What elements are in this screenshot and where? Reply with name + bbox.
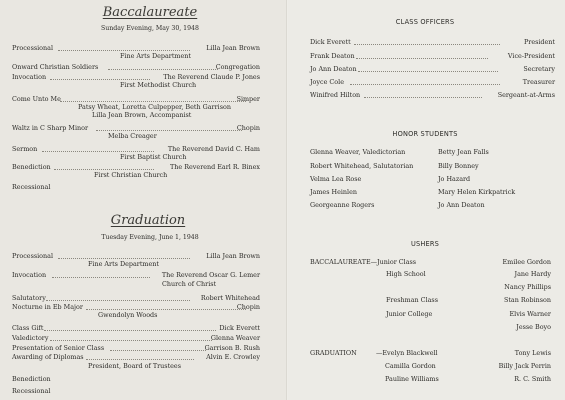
usher-group-label: BACCALAUREATE—Junior Class <box>310 258 417 266</box>
leader-dots <box>364 95 482 98</box>
officer-name: Jo Ann Deaton <box>310 65 357 73</box>
program-item-label: Class Gift <box>12 324 44 332</box>
program-item-label: Processional <box>12 44 53 52</box>
leader-dots <box>58 256 190 259</box>
class-officers-heading: CLASS OFFICERS <box>395 18 455 26</box>
leader-dots <box>110 348 206 351</box>
program-item-label: Processional <box>12 252 53 260</box>
program-item-performer: The Reverend Claude P. Jones <box>163 73 260 81</box>
officer-role: President <box>523 38 555 46</box>
program-item-note: President, Board of Trustees <box>88 362 181 370</box>
program-item-performer: Glenna Weaver <box>210 334 260 342</box>
usher-name: Nancy Phillips <box>504 283 551 291</box>
officer-name: Frank Deaton <box>310 52 355 60</box>
honor-student: Mary Helen Kirkpatrick <box>438 188 516 196</box>
right-page <box>288 0 565 400</box>
program-item-note: First Methodist Church <box>120 81 197 89</box>
leader-dots <box>44 328 216 331</box>
program-item-performer: The Reverend David C. Ham <box>167 145 260 153</box>
leader-dots <box>54 167 154 170</box>
leader-dots <box>358 69 498 72</box>
officer-name: Dick Everett <box>310 38 351 46</box>
leader-dots <box>50 338 212 341</box>
leader-dots <box>356 56 488 59</box>
usher-group-label: GRADUATION <box>310 349 357 357</box>
leader-dots <box>96 128 242 131</box>
program-item-note: Melba Creager <box>108 132 157 140</box>
usher-group-label: Junior College <box>386 310 433 318</box>
honor-student: Robert Whitehead, Salutatorian <box>310 162 414 170</box>
program-item-label: Nocturne in Eb Major <box>12 303 83 311</box>
usher-name: R. C. Smith <box>514 375 551 383</box>
honor-student: Jo Ann Deaton <box>438 201 485 209</box>
officer-role: Secretary <box>523 65 555 73</box>
program-item-label: Invocation <box>12 73 47 81</box>
officer-role: Treasurer <box>522 78 555 86</box>
program-item-note: First Baptist Church <box>120 153 187 161</box>
program-item-performer: Garrison B. Rush <box>204 344 260 352</box>
program-item-label: Recessional <box>12 183 51 191</box>
program-item-label: Valedictory <box>12 334 49 342</box>
program-item-note: Patsy Wheat, Loretta Culpepper, Beth Garrison <box>78 103 231 111</box>
program-item-note: Church of Christ <box>162 280 217 288</box>
usher-group-label: Freshman Class <box>386 296 438 304</box>
honor-student: James Heinlen <box>310 188 357 196</box>
officer-name: Winifred Hilton <box>310 91 361 99</box>
honor-student: Betty Jean Falls <box>438 148 489 156</box>
program-item-note: Lilla Jean Brown, Accompanist <box>92 111 192 119</box>
program-item-performer: Congregation <box>215 63 260 71</box>
honor-student: Glenna Weaver, Valedictorian <box>310 148 406 156</box>
program-item-label: Recessional <box>12 387 51 395</box>
honor-student: Velma Lea Rose <box>310 175 362 183</box>
usher-name: Jane Hardy <box>514 270 551 278</box>
honor-student: Georgeanne Rogers <box>310 201 375 209</box>
leader-dots <box>86 307 246 310</box>
program-item-note: First Christian Church <box>94 171 168 179</box>
leader-dots <box>60 99 246 102</box>
leader-dots <box>354 42 500 45</box>
officer-role: Vice-President <box>507 52 555 60</box>
leader-dots <box>46 298 190 301</box>
usher-name: Pauline Williams <box>385 375 439 383</box>
usher-name: Stan Robinson <box>503 296 551 304</box>
program-item-label: Waltz in C Sharp Minor <box>12 124 89 132</box>
usher-name: Elvis Warner <box>509 310 551 318</box>
usher-name: Emilee Gordon <box>502 258 551 266</box>
honor-student: Jo Hazard <box>438 175 471 183</box>
leader-dots <box>108 67 218 70</box>
leader-dots <box>52 275 150 278</box>
program-item-label: Salutatory <box>12 294 46 302</box>
usher-name: Jesse Boyo <box>516 323 551 331</box>
usher-group-label: High School <box>386 270 426 278</box>
usher-name: Tony Lewis <box>514 349 551 357</box>
program-item-note: Gwendolyn Woods <box>98 311 158 319</box>
leader-dots <box>50 77 150 80</box>
program-item-performer: The Reverend Earl R. Binex <box>170 163 260 171</box>
graduation-date: Tuesday Evening, June 1, 1948 <box>101 234 199 241</box>
program-item-label: Presentation of Senior Class <box>12 344 105 352</box>
program-item-label: Awarding of Diplomas <box>12 353 84 361</box>
officer-name: Joyce Cole <box>310 78 344 86</box>
program-item-performer: Robert Whitehead <box>200 294 260 302</box>
leader-dots <box>58 48 190 51</box>
leader-dots <box>86 357 194 360</box>
program-item-performer: Lilla Jean Brown <box>206 44 260 52</box>
honor-students-heading: HONOR STUDENTS <box>392 130 458 138</box>
program-item-label: Invocation <box>12 271 47 279</box>
program-item-note: Fine Arts Department <box>88 260 159 268</box>
program-item-performer: Dick Everett <box>219 324 260 332</box>
honor-student: Billy Bonney <box>438 162 479 170</box>
baccalaureate-title: Baccalaureate <box>102 5 198 20</box>
program-item-label: Benediction <box>12 163 51 171</box>
leader-dots <box>42 149 154 152</box>
program-item-label: Onward Christian Soldiers <box>12 63 99 71</box>
program-item-note: Fine Arts Department <box>120 52 191 60</box>
baccalaureate-date: Sunday Evening, May 30, 1948 <box>101 25 199 32</box>
program-item-performer: Chopin <box>236 303 260 311</box>
ushers-heading: USHERS <box>410 240 440 248</box>
program-item-performer: Alvin E. Crowley <box>206 353 260 361</box>
program-item-label: Come Unto Me <box>12 95 61 103</box>
program-item-label: Benediction <box>12 375 51 383</box>
usher-name: —Evelyn Blackwell <box>376 349 438 357</box>
program-item-performer: The Reverend Oscar G. Lemer <box>161 271 260 279</box>
program-item-performer: Lilla Jean Brown <box>206 252 260 260</box>
program-item-label: Sermon <box>12 145 38 153</box>
leader-dots <box>350 82 500 85</box>
usher-name: Billy Jack Perrin <box>498 362 551 370</box>
usher-name: Camilla Gordon <box>385 362 436 370</box>
program-item-performer: Simper <box>236 95 260 103</box>
officer-role: Sergeant-at-Arms <box>497 91 555 99</box>
program-item-performer: Chopin <box>236 124 260 132</box>
graduation-title: Graduation <box>110 213 186 228</box>
